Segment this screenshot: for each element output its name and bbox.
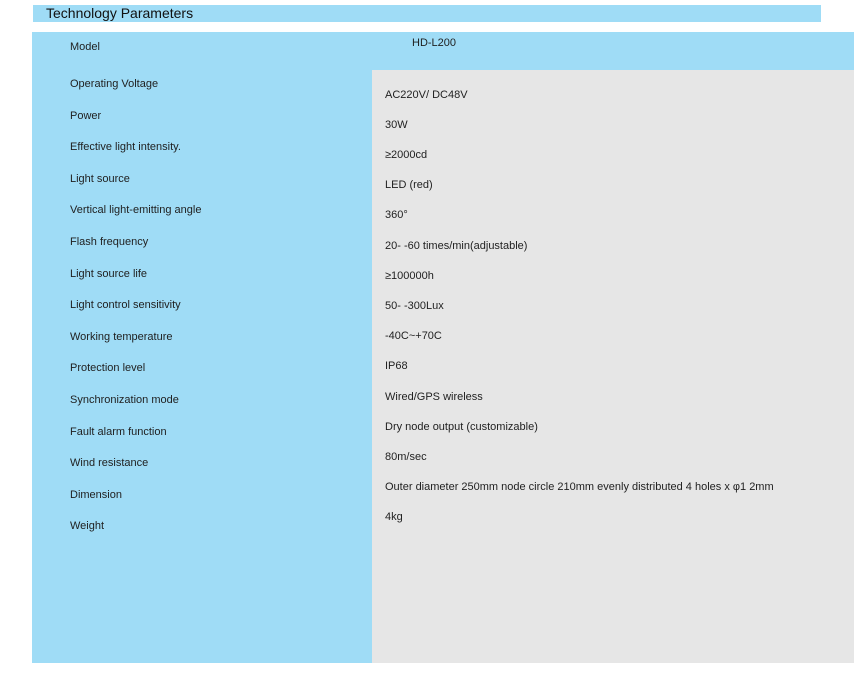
param-label-light-source-life: Light source life bbox=[70, 268, 148, 280]
header-bar bbox=[33, 5, 821, 22]
param-value-dimension: Outer diameter 250mm node circle 210mm evenly distributed 4 holes x φ1 2mm bbox=[385, 481, 774, 493]
param-label-operating-voltage: Operating Voltage bbox=[70, 78, 159, 90]
param-value-synchronization-mode: Wired/GPS wireless bbox=[385, 391, 483, 403]
param-value-light-source: LED (red) bbox=[385, 179, 433, 191]
param-value-wind-resistance: 80m/sec bbox=[385, 451, 427, 463]
param-value-power: 30W bbox=[385, 119, 408, 131]
param-label-effective-light-intensity: Effective light intensity. bbox=[70, 141, 181, 153]
value-column bbox=[372, 70, 854, 663]
param-label-weight: Weight bbox=[70, 520, 105, 532]
param-label-synchronization-mode: Synchronization mode bbox=[70, 394, 179, 406]
param-label-light-control-sensitivity: Light control sensitivity bbox=[70, 299, 181, 311]
model-value: HD-L200 bbox=[412, 37, 457, 49]
param-label-power: Power bbox=[70, 110, 102, 122]
param-label-flash-frequency: Flash frequency bbox=[70, 236, 149, 248]
param-label-dimension: Dimension bbox=[70, 489, 122, 501]
param-value-operating-voltage: AC220V/ DC48V bbox=[385, 89, 468, 101]
param-value-flash-frequency: 20- -60 times/min(adjustable) bbox=[385, 240, 528, 252]
param-value-vertical-angle: 360° bbox=[385, 209, 408, 221]
param-label-fault-alarm: Fault alarm function bbox=[70, 426, 167, 438]
model-label: Model bbox=[70, 41, 100, 53]
param-value-light-control-sensitivity: 50- -300Lux bbox=[385, 300, 444, 312]
param-label-protection-level: Protection level bbox=[70, 362, 146, 374]
param-value-working-temperature: -40C~+70C bbox=[385, 330, 442, 342]
param-value-light-source-life: ≥100000h bbox=[385, 270, 434, 282]
label-column bbox=[32, 32, 372, 663]
page-title: Technology Parameters bbox=[46, 5, 194, 21]
param-value-fault-alarm: Dry node output (customizable) bbox=[385, 421, 538, 433]
param-value-weight: 4kg bbox=[385, 511, 403, 523]
param-label-vertical-angle: Vertical light-emitting angle bbox=[70, 204, 202, 216]
param-value-effective-light-intensity: ≥2000cd bbox=[385, 149, 428, 161]
param-label-light-source: Light source bbox=[70, 173, 130, 185]
param-label-wind-resistance: Wind resistance bbox=[70, 457, 149, 469]
param-label-working-temperature: Working temperature bbox=[70, 331, 173, 343]
param-value-protection-level: IP68 bbox=[385, 360, 408, 372]
